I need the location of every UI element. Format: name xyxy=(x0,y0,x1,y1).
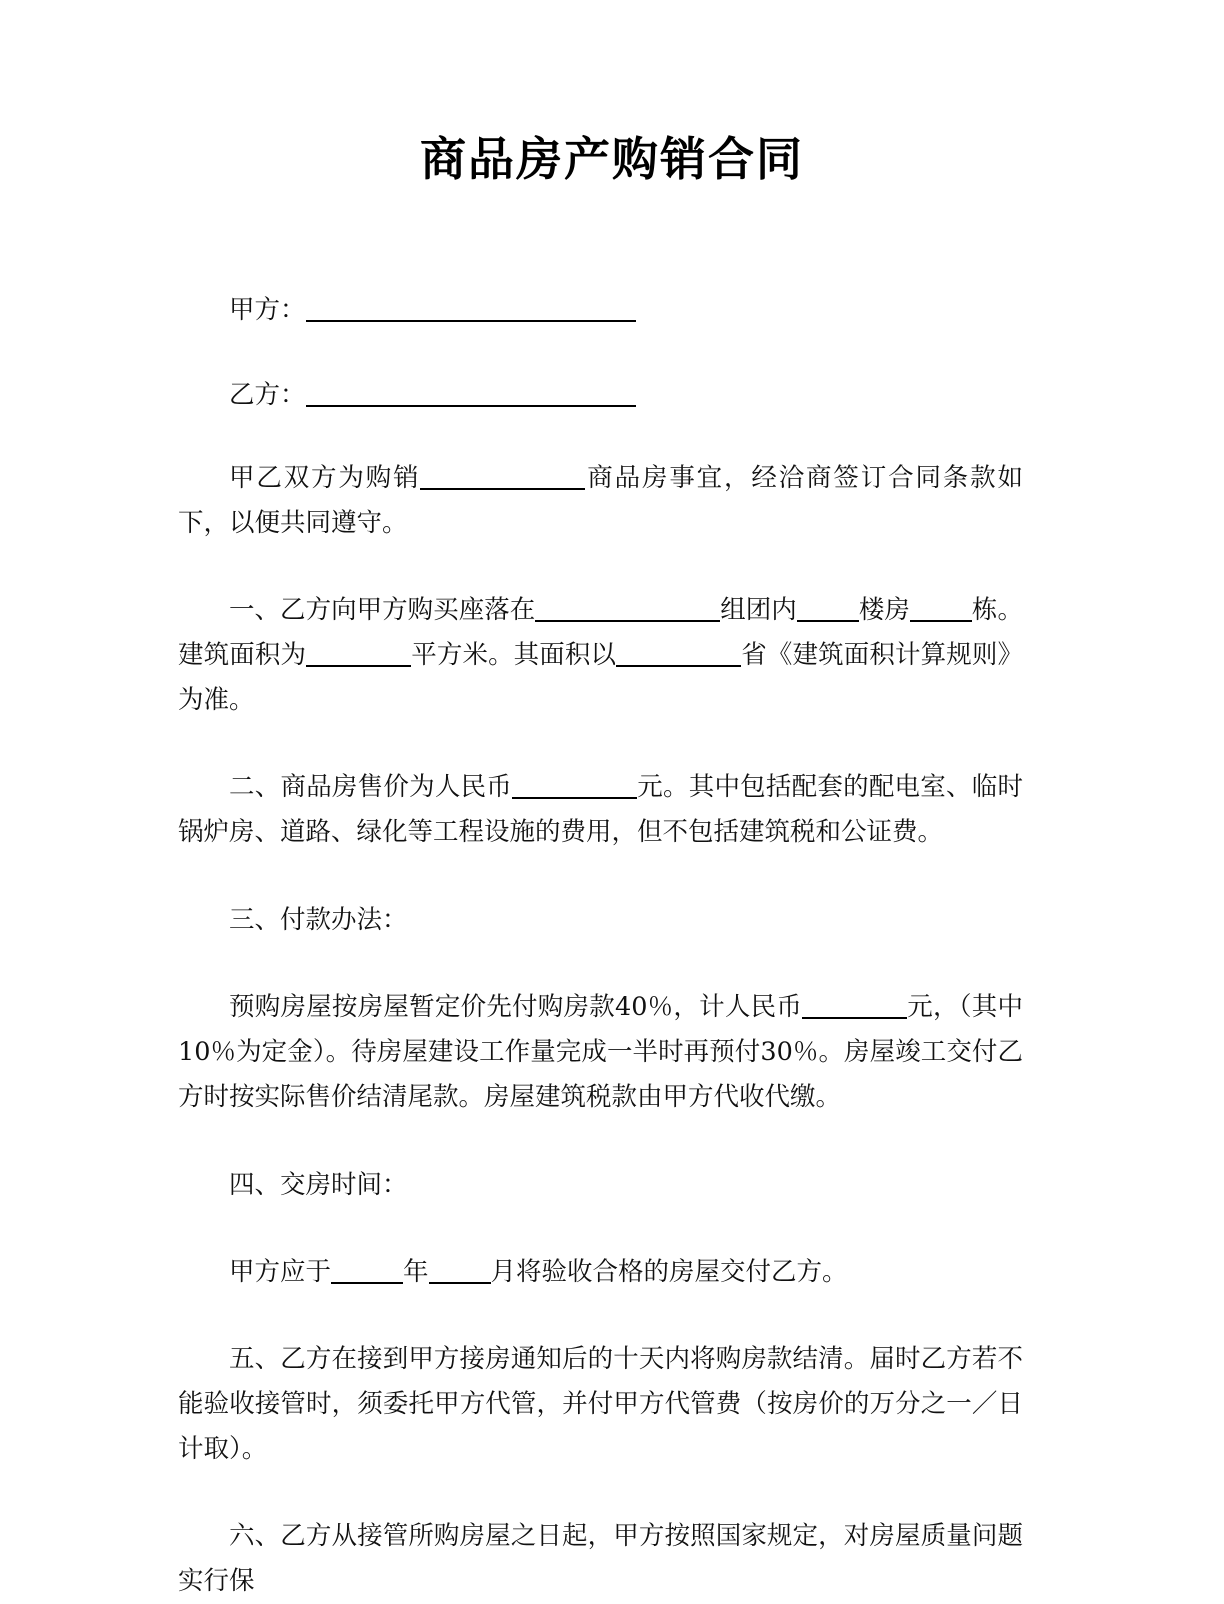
clause-one-blank-location[interactable] xyxy=(535,598,720,622)
clause-four-heading xyxy=(178,1163,1023,1208)
clause-four-blank-year[interactable] xyxy=(331,1260,403,1284)
intro-text-after-blank: 商品房事宜，经洽商签订合同条款如下，以便共同遵守。 xyxy=(178,463,1023,538)
party-line-first xyxy=(178,288,1023,333)
clause-three-heading xyxy=(178,898,1023,943)
clause-six xyxy=(178,1514,1023,1604)
clause-four-text-2: 年 xyxy=(403,1257,429,1287)
clause-one xyxy=(178,588,1023,723)
clause-one-blank-building-no[interactable] xyxy=(797,598,859,622)
clause-two-text-2: 元。其中包括配套的配电室、临时锅炉房、道路、绿化等工程设施的费用，但不包括建筑税和公证费。 xyxy=(178,772,1023,847)
party-line-second xyxy=(178,373,1023,418)
clause-one-blank-area[interactable] xyxy=(306,643,411,667)
clause-five-number: 五、 xyxy=(229,1344,281,1374)
party-label-yifang: 乙方： xyxy=(229,380,306,410)
clause-one-text-3: 楼房 xyxy=(858,595,910,625)
clause-two-blank-price[interactable] xyxy=(512,775,637,799)
clause-one-text-5: 平方米。其面积以 xyxy=(411,640,617,670)
intro-paragraph xyxy=(178,456,1023,546)
clause-one-text-1: 乙方向甲方购买座落在 xyxy=(280,595,536,625)
clause-one-blank-unit-count[interactable] xyxy=(910,598,972,622)
clause-two-text-1: 商品房售价为人民币 xyxy=(280,772,513,802)
clause-one-blank-province[interactable] xyxy=(616,643,741,667)
intro-blank-project[interactable] xyxy=(420,466,585,490)
clause-four-heading-text: 交房时间： xyxy=(280,1170,408,1200)
clause-five-text: 乙方在接到甲方接房通知后的十天内将购房款结清。届时乙方若不能验收接管时，须委托甲方代管，并付甲方代管费（按房价的万分之一／日计取）。 xyxy=(178,1344,1023,1464)
page-title: 商品房产购销合同 xyxy=(420,132,804,186)
document-body xyxy=(178,288,1023,1604)
clause-six-text: 乙方从接管所购房屋之日起，甲方按照国家规定，对房屋质量问题实行保 xyxy=(178,1521,1023,1596)
intro-text-before-blank: 甲乙双方为购销 xyxy=(229,463,421,493)
party-label-jiafang: 甲方： xyxy=(229,295,306,325)
clause-two-number: 二、 xyxy=(229,772,281,802)
party-blank-yifang[interactable] xyxy=(306,383,636,407)
clause-three-number: 三、 xyxy=(229,905,281,935)
clause-one-text-2: 组团内 xyxy=(720,595,797,625)
clause-four-body xyxy=(178,1250,1023,1295)
clause-three-heading-text: 付款办法： xyxy=(280,905,408,935)
clause-three-blank-amount[interactable] xyxy=(802,995,907,1019)
clause-three-text-2: 元，（其中10％为定金）。待房屋建设工作量完成一半时再预付30％。房屋竣工交付乙方时按实际售价结清尾款。房屋建筑税款由甲方代收代缴。 xyxy=(178,992,1023,1112)
clause-five xyxy=(178,1337,1023,1472)
clause-three-text-1: 预购房屋按房屋暂定价先付购房款40％，计人民币 xyxy=(229,992,803,1022)
clause-one-number: 一、 xyxy=(229,595,281,625)
clause-one-text-6: 省《建筑面积计算规则》为准。 xyxy=(178,640,1023,715)
clause-four-blank-month[interactable] xyxy=(429,1260,491,1284)
clause-one-text-4: 栋。建筑面积为 xyxy=(178,595,1023,670)
clause-four-text-3: 月将验收合格的房屋交付乙方。 xyxy=(490,1257,848,1287)
clause-six-number: 六、 xyxy=(229,1521,281,1551)
clause-four-number: 四、 xyxy=(229,1170,281,1200)
clause-four-text-1: 甲方应于 xyxy=(229,1257,332,1287)
party-blank-jiafang[interactable] xyxy=(306,298,636,322)
clause-three-body xyxy=(178,985,1023,1120)
clause-two xyxy=(178,765,1023,855)
